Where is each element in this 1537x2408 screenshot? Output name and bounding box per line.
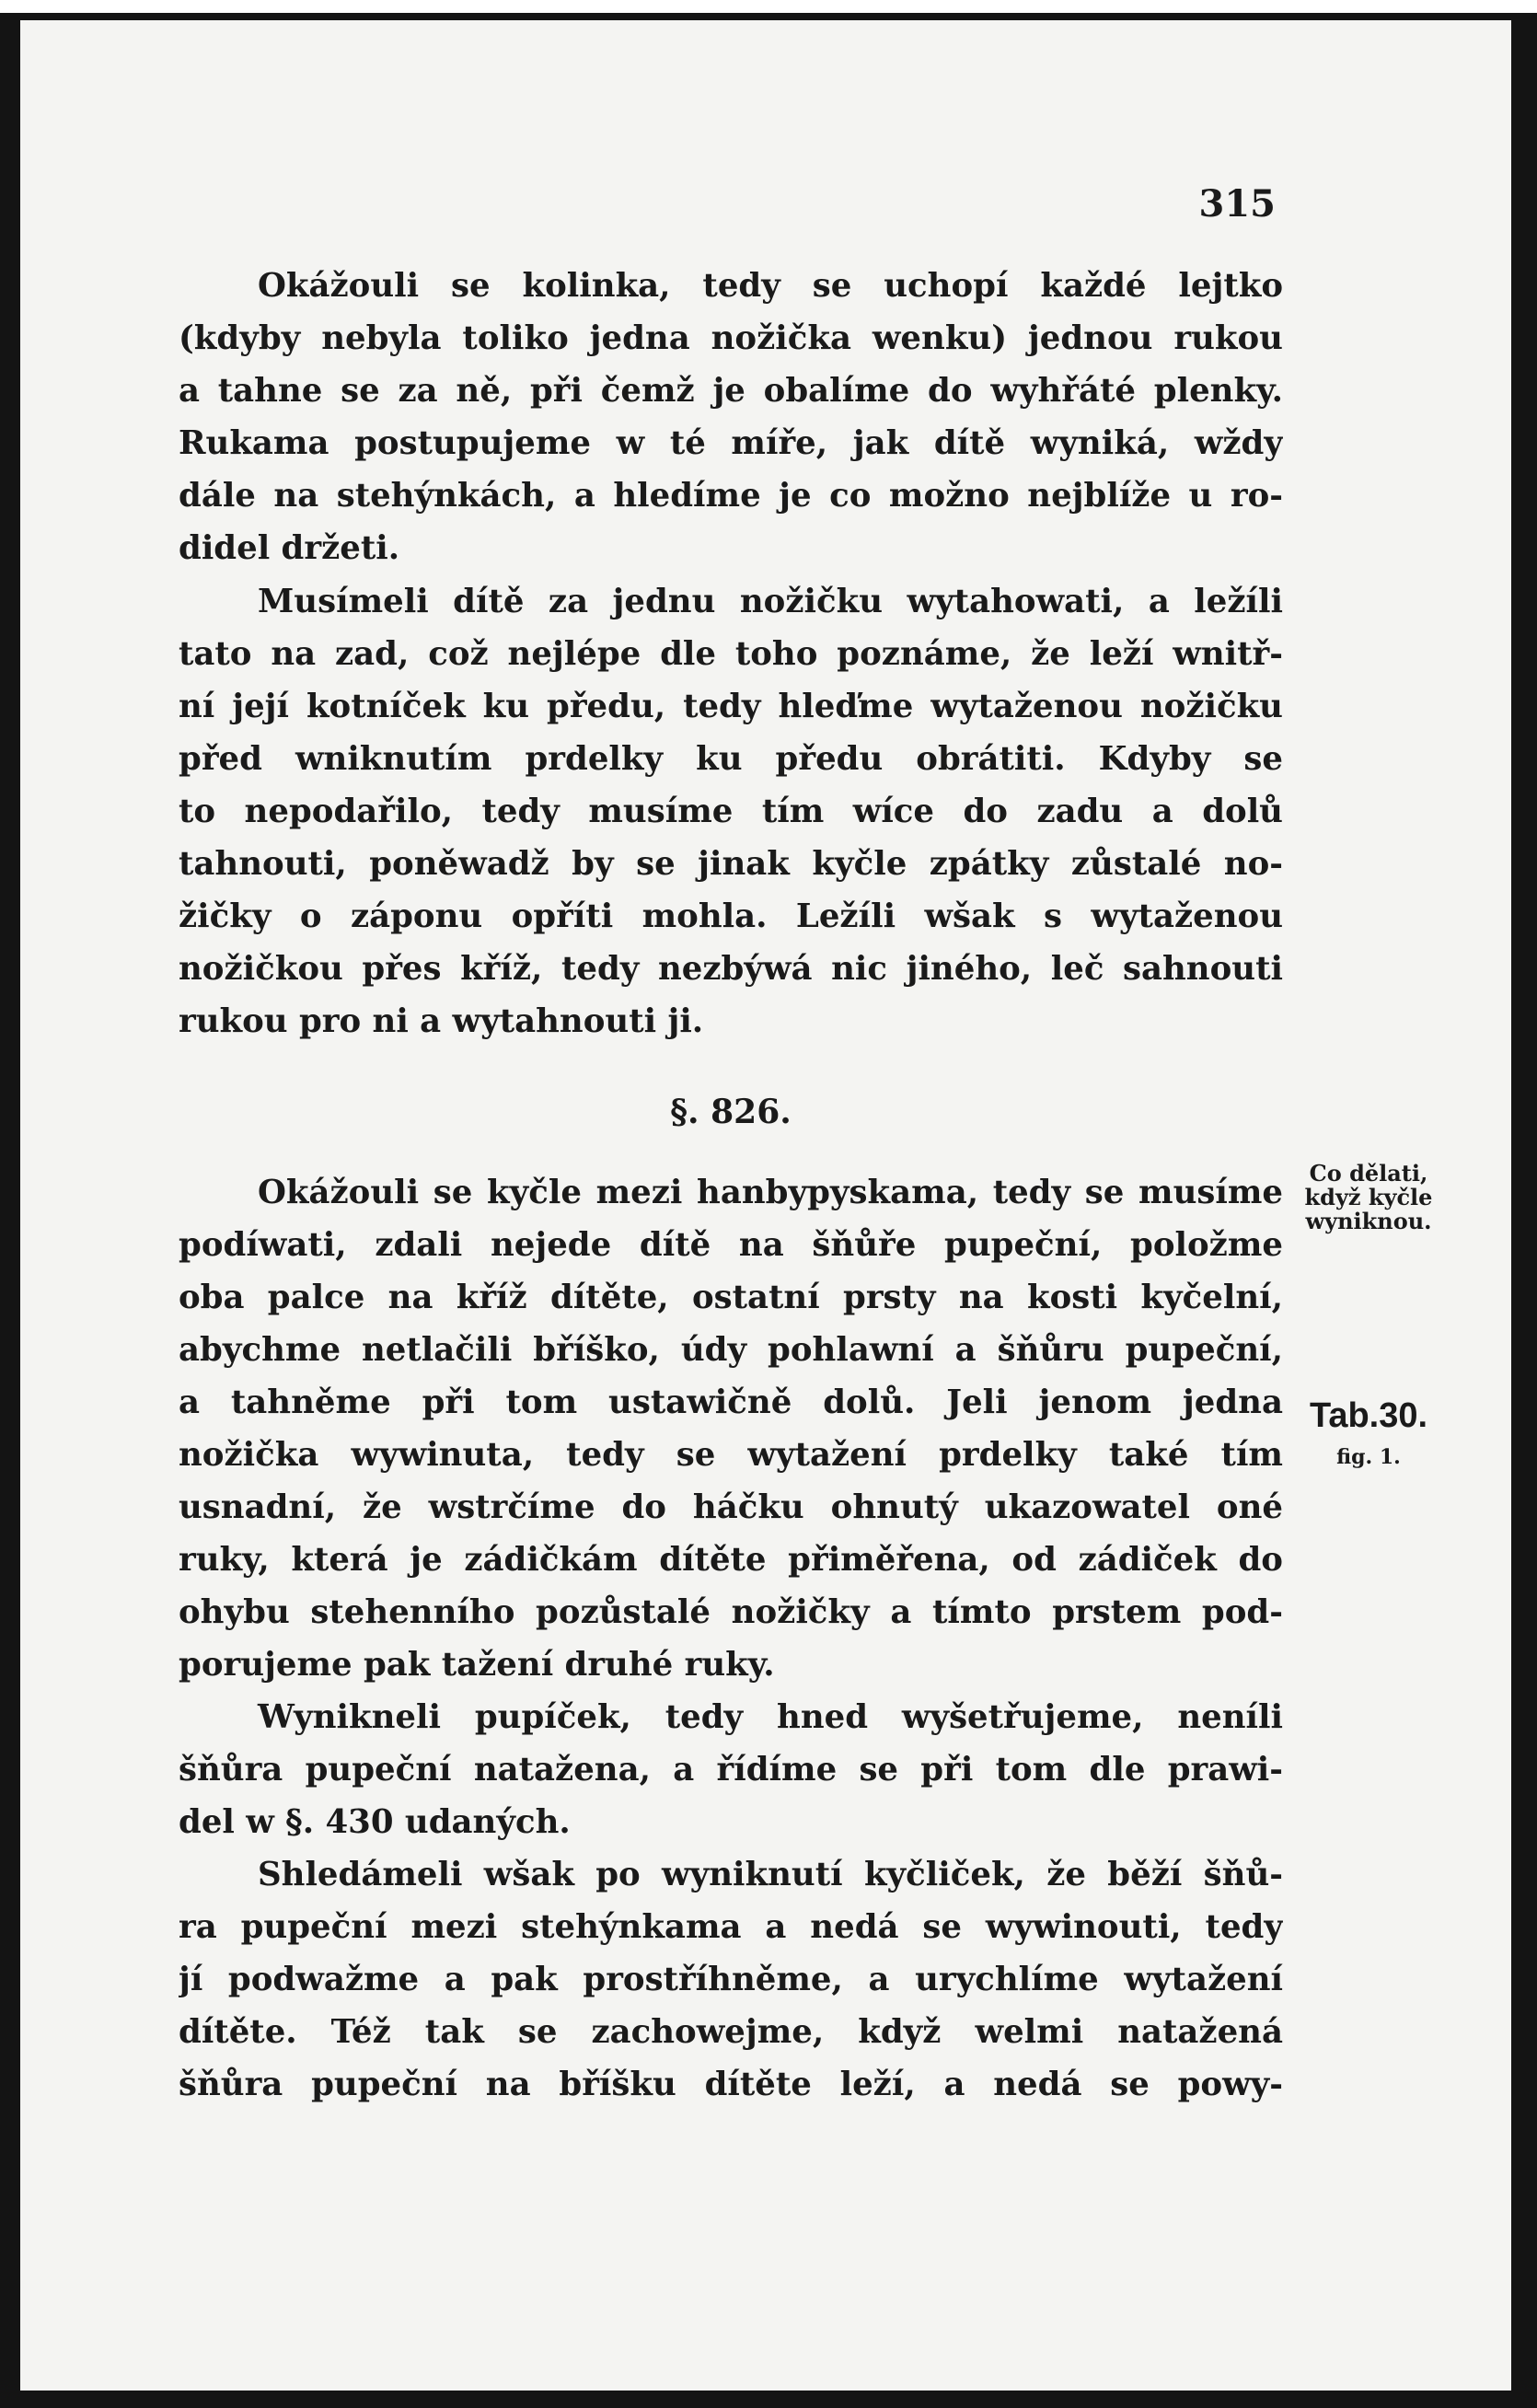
text-line: podíwati, zdali nejede dítě na šňůře pupeční, položme xyxy=(179,1226,1283,1264)
page-number: 315 xyxy=(1198,182,1276,226)
book-page xyxy=(20,20,1511,2391)
margin-note-line: wyniknou. xyxy=(1305,1208,1432,1234)
section-heading: §. 826. xyxy=(670,1093,792,1131)
paragraph-1 xyxy=(179,260,1283,574)
text-line: to nepodařilo, tedy musíme tím wíce do zadu a dolů xyxy=(179,793,1283,830)
text-line: ní její kotníček ku předu, tedy hleďme wytaženou nožičku xyxy=(179,688,1283,725)
text-line: porujeme pak tažení druhé ruky. xyxy=(179,1646,775,1684)
top-border xyxy=(0,0,1537,13)
text-line: ra pupeční mezi stehýnkama a nedá se wywinouti, tedy xyxy=(179,1908,1283,1946)
figure-reference: fig. 1. xyxy=(1336,1445,1401,1469)
text-line: Rukama postupujeme w té míře, jak dítě wyniká, wždy xyxy=(179,424,1283,462)
text-line: nožičkou přes kříž, tedy nezbýwá nic jiného, leč sahnouti xyxy=(179,950,1283,988)
text-line: abychme netlačili bříško, údy pohlawní a šňůru pupeční, xyxy=(179,1331,1283,1369)
text-line: ohybu stehenního pozůstalé nožičky a tímto prstem pod- xyxy=(179,1593,1283,1631)
paragraph-3 xyxy=(179,1166,1283,1691)
text-line: Musímeli dítě za jednu nožičku wytahowati, a ležíli xyxy=(258,583,1283,620)
text-line: Wynikneli pupíček, tedy hned wyšetřujeme, neníli xyxy=(258,1698,1283,1736)
text-line: Shledámeli wšak po wyniknutí kyčliček, že běží šňů- xyxy=(258,1856,1283,1893)
paragraph-5 xyxy=(179,1848,1283,2111)
text-line: Okážouli se kyčle mezi hanbypyskama, tedy se musíme xyxy=(258,1174,1283,1211)
margin-note xyxy=(1295,1162,1442,1233)
text-line: Okážouli se kolinka, tedy se uchopí každé lejtko xyxy=(258,267,1283,305)
text-line: před wniknutím prdelky ku předu obrátiti. Kdyby se xyxy=(179,740,1283,778)
text-line: tato na zad, což nejlépe dle toho poznáme, že leží wnitř- xyxy=(179,635,1283,673)
text-line: a tahne se za ně, při čemž je obalíme do wyhřáté plenky. xyxy=(179,372,1283,410)
text-line: a tahněme při tom ustawičně dolů. Jeli jenom jedna xyxy=(179,1383,1283,1421)
text-line: dále na stehýnkách, a hledíme je co možno nejblíže u ro- xyxy=(179,477,1283,515)
text-line: usnadní, že wstrčíme do háčku ohnutý ukazowatel oné xyxy=(179,1488,1283,1526)
text-line: dítěte. Též tak se zachowejme, když welmi natažená xyxy=(179,2013,1283,2051)
margin-note-line: Co dělati, xyxy=(1309,1160,1428,1187)
text-line: nožička wywinuta, tedy se wytažení prdelky také tím xyxy=(179,1436,1283,1474)
text-line: didel držeti. xyxy=(179,529,400,567)
text-line: oba palce na kříž dítěte, ostatní prsty na kosti kyčelní, xyxy=(179,1279,1283,1316)
text-line: rukou pro ni a wytahnouti ji. xyxy=(179,1002,704,1040)
text-line: šňůra pupeční natažena, a řídíme se při tom dle prawi- xyxy=(179,1751,1283,1789)
text-line: jí podwažme a pak prostříhněme, a urychlíme wytažení xyxy=(179,1961,1283,1998)
text-line: tahnouti, poněwadž by se jinak kyčle zpátky zůstalé no- xyxy=(179,845,1283,883)
text-line: žičky o záponu opříti mohla. Ležíli wšak s wytaženou xyxy=(179,897,1283,935)
paragraph-4 xyxy=(179,1691,1283,1848)
paragraph-2 xyxy=(179,575,1283,1048)
text-line: ruky, která je zádičkám dítěte přiměřena, od zádiček do xyxy=(179,1541,1283,1579)
plate-reference: Tab.30. xyxy=(1309,1396,1428,1435)
margin-note-line: když kyčle xyxy=(1304,1184,1433,1210)
text-line: del w §. 430 udaných. xyxy=(179,1803,571,1841)
text-line: šňůra pupeční na bříšku dítěte leží, a nedá se powy- xyxy=(179,2066,1283,2103)
text-line: (kdyby nebyla toliko jedna nožička wenku) jednou rukou xyxy=(179,319,1283,357)
